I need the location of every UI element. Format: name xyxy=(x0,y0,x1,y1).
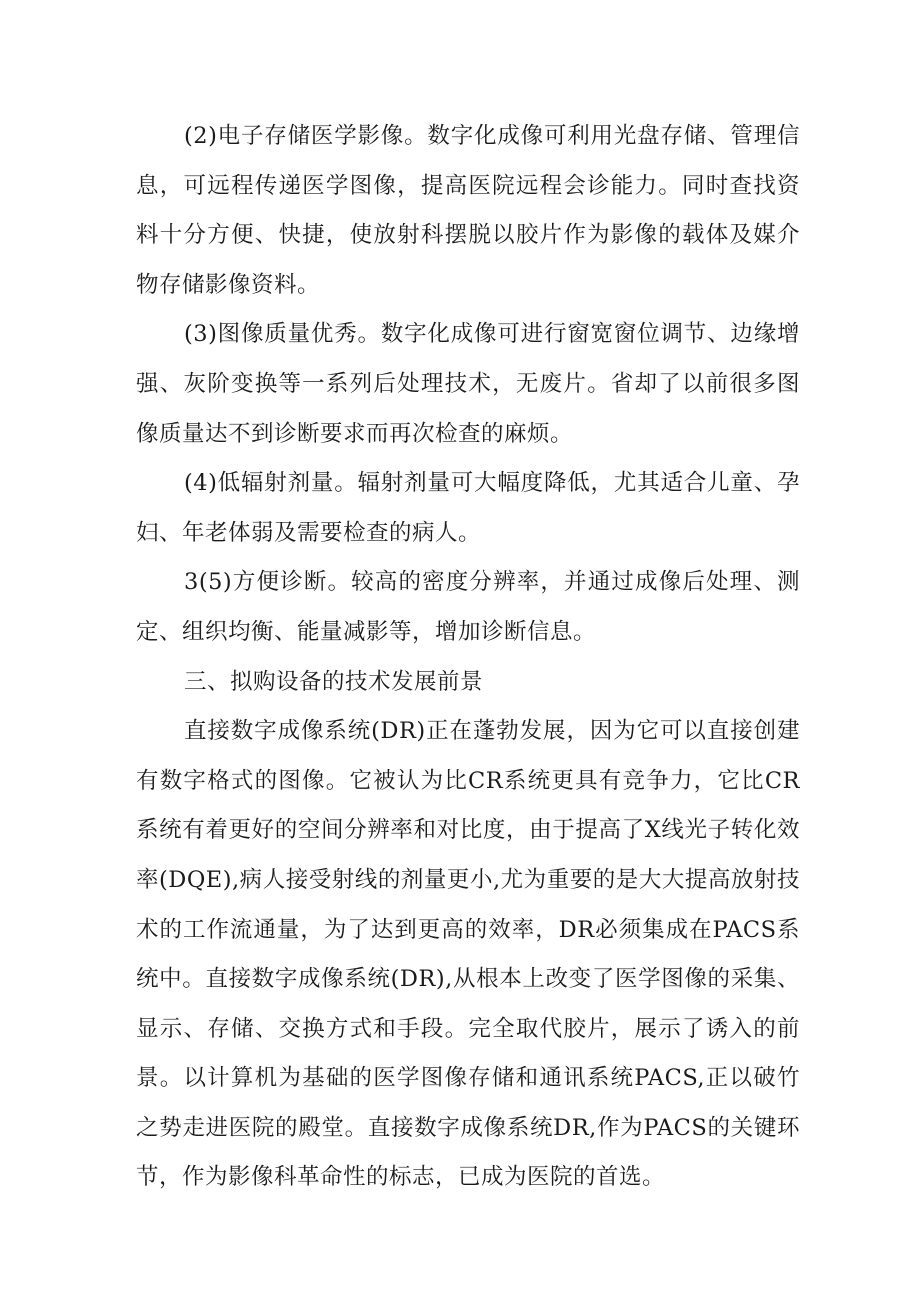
paragraph-dr-system: 直接数字成像系统(DR)正在蓬勃发展，因为它可以直接创建有数字格式的图像。它被认为比CR系统更具有竞争力，它比CR系统有着更好的空间分辨率和对比度，由于提高了X线光子转化效率(DQE),病人接受射线的剂量更小,尤为重要的是大大提高放射技术的工作流通量，为了达到更高的效率，DR必须集成在PACS系统中。直接数字成像系统(DR),从根本上改变了医学图像的采集、显示、存储、交换方式和手段。完全取代胶片，展示了诱入的前景。以计算机为基础的医学图像存储和通讯系统PACS,正以破竹之势走进医院的殿堂。直接数字成像系统DR,作为PACS的关键环节，作为影像科革命性的标志，已成为医院的首选。 xyxy=(136,718,800,1191)
paragraph-convenient-diagnosis: 3(5)方便诊断。较高的密度分辨率，并通过成像后处理、测定、组织均衡、能量减影等，增加诊断信息。 xyxy=(136,569,800,645)
section-heading-development-prospects: 三、拟购设备的技术发展前景 xyxy=(184,668,484,695)
document-page xyxy=(136,112,800,1203)
paragraph-low-radiation: (4)低辐射剂量。辐射剂量可大幅度降低，尤其适合儿童、孕妇、年老体弱及需要检查的病人。 xyxy=(136,470,800,546)
paragraph-image-quality: (3)图像质量优秀。数字化成像可进行窗宽窗位调节、边缘增强、灰阶变换等一系列后处理技术，无废片。省却了以前很多图像质量达不到诊断要求而再次检查的麻烦。 xyxy=(136,321,800,447)
paragraph-electronic-storage: (2)电子存储医学影像。数字化成像可利用光盘存储、管理信息，可远程传递医学图像，提高医院远程会诊能力。同时查找资料十分方便、快捷，使放射科摆脱以胶片作为影像的载体及媒介物存储影像资料。 xyxy=(136,123,800,298)
